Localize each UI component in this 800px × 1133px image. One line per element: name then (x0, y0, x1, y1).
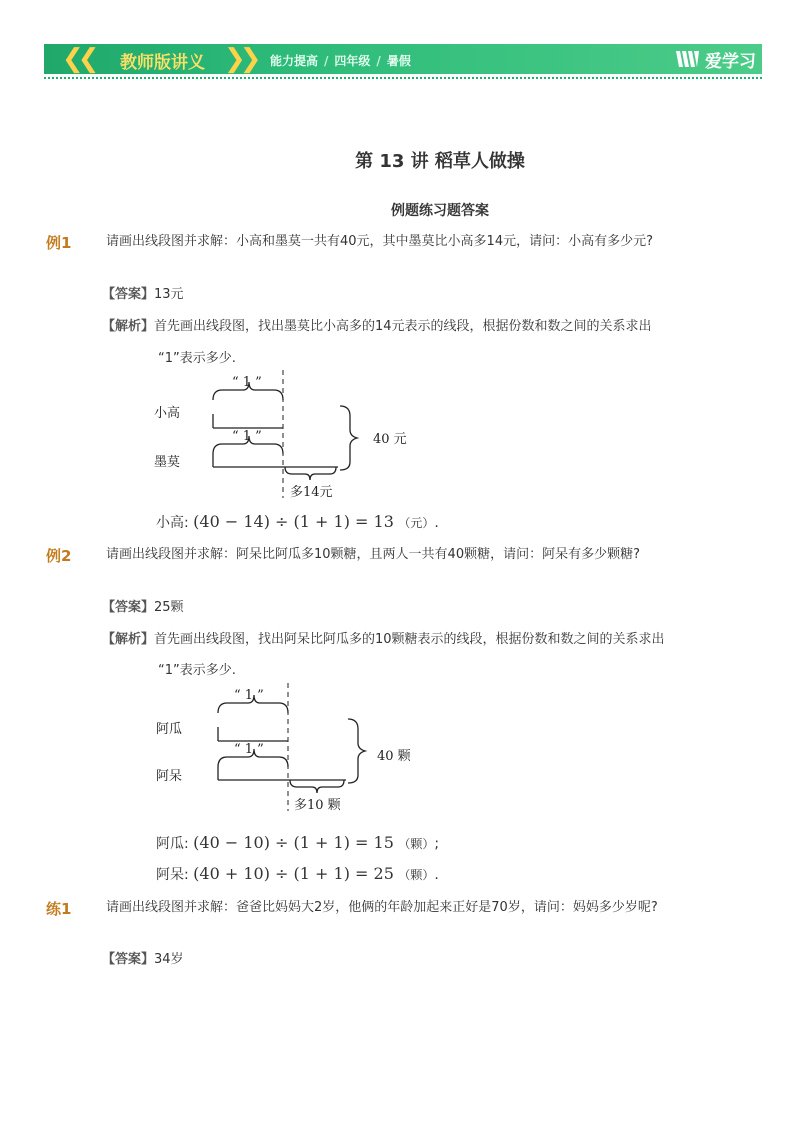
ex2-line-diagram (152, 683, 452, 818)
chevron-left-icon: ❮❮ (62, 44, 94, 74)
ex1-label: 例1 (46, 234, 72, 252)
answer-tag: 【答案】 (102, 287, 155, 302)
breadcrumb: 能力提高 / 四年级 / 暑假 (270, 54, 411, 68)
ex2-analysis-cont: “1”表示多少. (158, 663, 236, 678)
formula-unit: （元） (398, 516, 435, 530)
brace-total (340, 406, 357, 470)
total-label: 40 元 (373, 432, 407, 447)
diff-label: 多14元 (290, 485, 333, 500)
ex1-analysis-cont: “1”表示多少. (158, 351, 236, 366)
pr1-answer (102, 951, 184, 969)
header-divider (44, 77, 762, 79)
brace-total (348, 719, 365, 783)
pr1-question: 请画出线段图并求解：爸爸比妈妈大2岁，他俩的年龄加起来正好是70岁，请问：妈妈多少岁呢? (106, 900, 658, 915)
part-label-top: “ 1 ” (234, 688, 264, 703)
formula-expr: (40 − 10) ÷ (1 + 1) = 15 (193, 833, 394, 852)
ex2-answer (102, 599, 184, 617)
section-title: 例题练习题答案 (391, 203, 489, 219)
ex2-formula-1 (156, 833, 439, 853)
total-label: 40 颗 (377, 749, 411, 764)
part-label-bottom: “ 1 ” (234, 742, 264, 757)
ex2-analysis (102, 631, 665, 649)
ex1-analysis (102, 318, 652, 336)
formula-prefix: 阿呆: (156, 867, 189, 883)
answer-value: 25颗 (154, 600, 184, 615)
name-a: 阿瓜 (156, 722, 183, 737)
ex2-question: 请画出线段图并求解：阿呆比阿瓜多10颗糖，且两人一共有40颗糖，请问：阿呆有多少颗糖? (106, 547, 640, 562)
formula-expr: (40 + 10) ÷ (1 + 1) = 25 (193, 864, 394, 883)
part-label-bottom: “ 1 ” (232, 429, 262, 444)
chevron-right-icon: ❯❯ (224, 44, 256, 74)
answer-tag: 【答案】 (102, 952, 155, 967)
page-header (44, 44, 762, 76)
crumb-grade: 四年级 (334, 54, 371, 68)
analysis-tag: 【解析】 (102, 319, 155, 334)
brace-diff (285, 467, 336, 480)
formula-expr: (40 − 14) ÷ (1 + 1) = 13 (193, 512, 394, 531)
brace-diff (290, 780, 344, 793)
analysis-text: 首先画出线段图，找出阿呆比阿瓜多的10颗糖表示的线段，根据份数和数之间的关系求出 (154, 632, 665, 647)
formula-prefix: 阿瓜: (156, 836, 189, 852)
diff-label: 多10 颗 (294, 798, 341, 813)
formula-end: ; (434, 836, 440, 852)
ex1-line-diagram (150, 370, 450, 505)
part-label-top: “ 1 ” (232, 375, 262, 390)
analysis-text: 首先画出线段图，找出墨莫比小高多的14元表示的线段，根据份数和数之间的关系求出 (154, 319, 652, 334)
books-icon (675, 48, 701, 70)
answer-value: 34岁 (154, 952, 184, 967)
ex1-formula (156, 512, 439, 532)
crumb-level: 能力提高 (270, 54, 319, 68)
ex2-label: 例2 (46, 547, 72, 565)
ex1-answer (102, 286, 184, 304)
brand-name: 爱学习 (705, 51, 756, 72)
pr1-label: 练1 (46, 900, 72, 918)
crumb-term: 暑假 (386, 54, 411, 68)
ex1-question: 请画出线段图并求解：小高和墨莫一共有40元，其中墨莫比小高多14元，请问：小高有多少元? (106, 234, 653, 249)
analysis-tag: 【解析】 (102, 632, 155, 647)
brand-logo (675, 47, 756, 71)
formula-end: . (434, 515, 439, 531)
formula-unit: （颗） (398, 868, 435, 882)
answer-value: 13元 (154, 287, 184, 302)
teacher-badge: 教师版讲义 (120, 53, 205, 73)
formula-prefix: 小高: (156, 515, 189, 531)
formula-unit: （颗） (398, 837, 435, 851)
name-a: 小高 (154, 406, 181, 421)
ex2-formula-2 (156, 864, 439, 884)
formula-end: . (434, 867, 439, 883)
name-b: 阿呆 (156, 769, 183, 784)
lecture-title: 第 13 讲 稻草人做操 (355, 151, 525, 172)
answer-tag: 【答案】 (102, 600, 155, 615)
name-b: 墨莫 (154, 455, 181, 470)
